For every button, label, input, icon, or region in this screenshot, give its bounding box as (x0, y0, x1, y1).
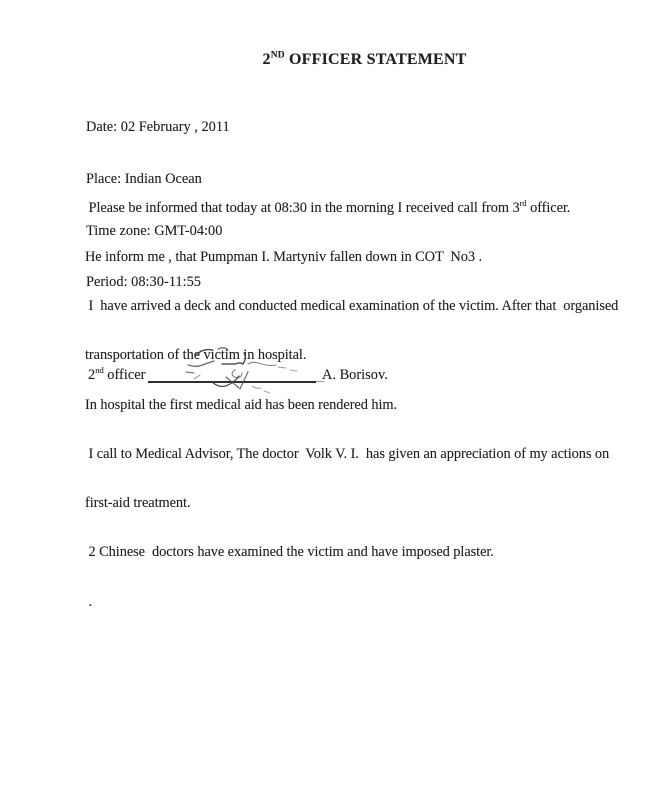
statement-line (85, 298, 650, 314)
line-text: Please be informed that today at 08:30 in the morning I received call from 3 (85, 199, 520, 216)
line-text: I call to Medical Advisor, The doctor Volk V. I. has given an appreciation of my actions on (85, 445, 610, 462)
signature-row (88, 365, 508, 407)
meta-date: Date: 02 February , 2011 (86, 119, 230, 136)
ordinal-superscript: rd (519, 198, 527, 209)
signatory-name: A. Borisov. (322, 367, 388, 383)
line-text: I have arrived a deck and conducted medical examination of the victim. After that organised (85, 298, 619, 315)
line-text: first-aid treatment. (85, 495, 191, 512)
statement-line (85, 200, 650, 216)
meta-period: Period: 08:30-11:55 (86, 274, 201, 291)
meta-time-zone: Time zone: GMT-04:00 (86, 222, 223, 239)
line-text: He inform me , that Pumpman I. Martyniv fallen down in COT No3 . (85, 249, 483, 266)
title-text: OFFICER STATEMENT (284, 51, 467, 68)
statement-line (85, 544, 650, 560)
role-ordinal-superscript: nd (95, 365, 104, 376)
title-ordinal-superscript: ND (270, 50, 285, 61)
line-text: . (85, 593, 93, 610)
statement-line (85, 495, 650, 511)
meta-place: Place: Indian Ocean (86, 171, 202, 188)
role-number: 2 (88, 367, 96, 383)
handwritten-signature (180, 339, 304, 397)
line-text: transportation of the victim in hospital. (85, 347, 307, 364)
line-text: In hospital the first medical aid has been rendered him. (85, 396, 398, 413)
document-title (68, 51, 661, 69)
statement-line (85, 347, 650, 363)
statement-period-line (85, 594, 650, 610)
title-number: 2 (262, 51, 271, 68)
line-text: officer. (526, 199, 571, 216)
line-text: 2 Chinese doctors have examined the victim and have imposed plaster. (85, 544, 494, 561)
signature-role (88, 367, 149, 384)
statement-line (85, 446, 650, 462)
statement-line (85, 249, 650, 265)
role-text: officer (103, 367, 149, 383)
